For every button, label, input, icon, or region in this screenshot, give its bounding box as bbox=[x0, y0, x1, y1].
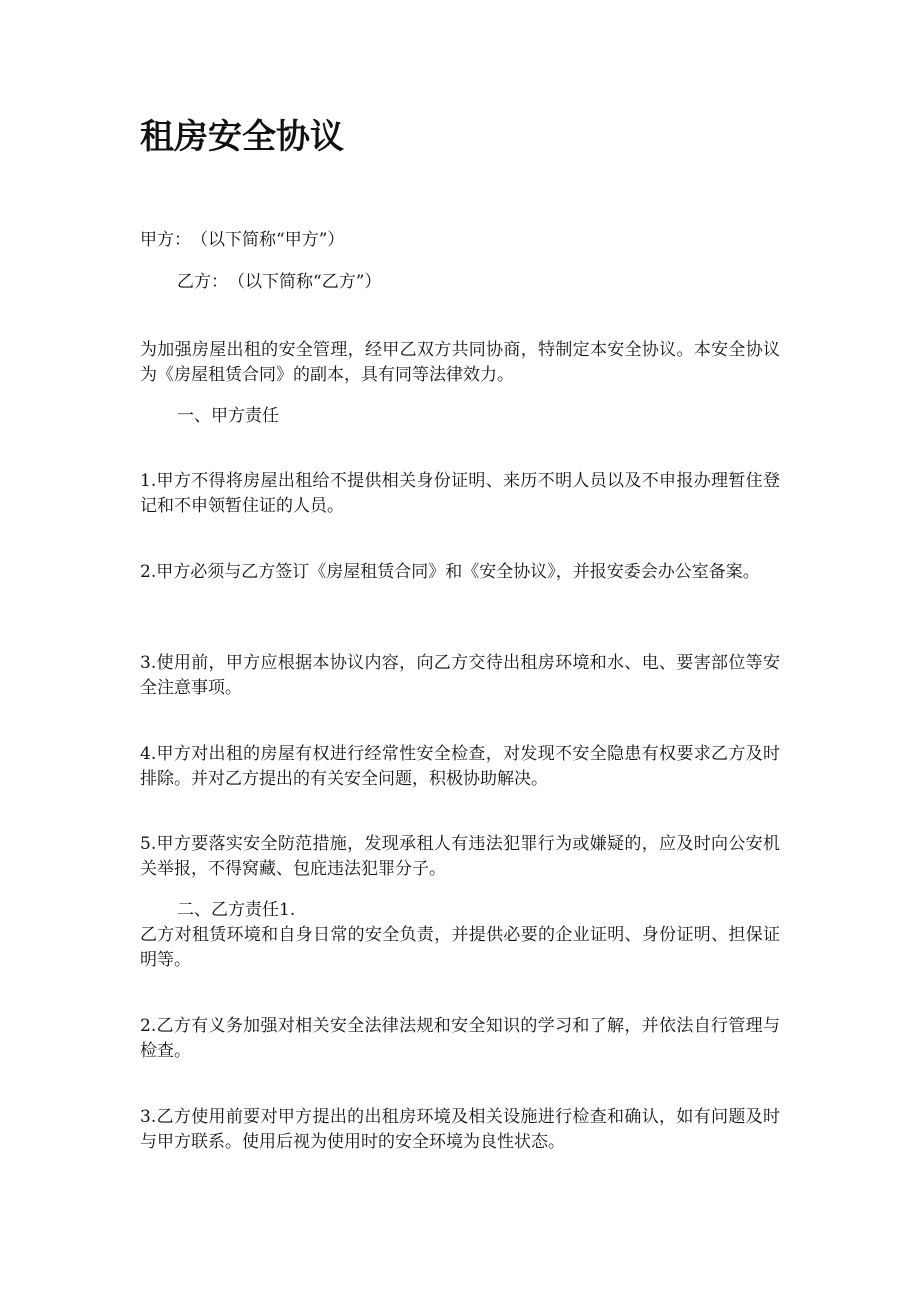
party-a-line: 甲方： （以下简称“甲方”） bbox=[140, 230, 345, 250]
section-b-item-1: 乙方对租赁环境和自身日常的安全负责，并提供必要的企业证明、身份证明、担保证明等。 bbox=[140, 925, 780, 970]
section-b-item-2: 2.乙方有义务加强对相关安全法律法规和安全知识的学习和了解，并依法自行管理与检查。 bbox=[140, 1016, 780, 1061]
section-a-item-5: 5.甲方要落实安全防范措施，发现承租人有违法犯罪行为或嫌疑的，应及时向公安机关举报，不得窝藏、包庇违法犯罪分子。 bbox=[140, 834, 780, 879]
document-title: 租房安全协议 bbox=[140, 117, 344, 157]
section-b-item-3: 3.乙方使用前要对甲方提出的出租房环境及相关设施进行检查和确认，如有问题及时与甲方联系。使用后视为使用时的安全环境为良性状态。 bbox=[140, 1107, 780, 1152]
section-a-item-1: 1.甲方不得将房屋出租给不提供相关身份证明、来历不明人员以及不申报办理暂住登记和不申领暂住证的人员。 bbox=[140, 471, 780, 516]
intro-paragraph: 为加强房屋出租的安全管理，经甲乙双方共同协商，特制定本安全协议。本安全协议为《房屋租赁合同》的副本，具有同等法律效力。 bbox=[140, 340, 780, 385]
section-a-heading: 一、甲方责任 bbox=[177, 406, 279, 426]
section-b-heading: 二、乙方责任1. bbox=[177, 900, 296, 920]
section-a-item-4: 4.甲方对出租的房屋有权进行经常性安全检查，对发现不安全隐患有权要求乙方及时排除。并对乙方提出的有关安全问题，积极协助解决。 bbox=[140, 744, 780, 789]
party-b-line: 乙方： （以下简称“乙方”） bbox=[177, 272, 382, 292]
section-a-item-3: 3.使用前，甲方应根据本协议内容，向乙方交待出租房环境和水、电、要害部位等安全注意事项。 bbox=[140, 653, 780, 698]
section-a-item-2: 2.甲方必须与乙方签订《房屋租赁合同》和《安全协议》，并报安委会办公室备案。 bbox=[140, 562, 760, 582]
